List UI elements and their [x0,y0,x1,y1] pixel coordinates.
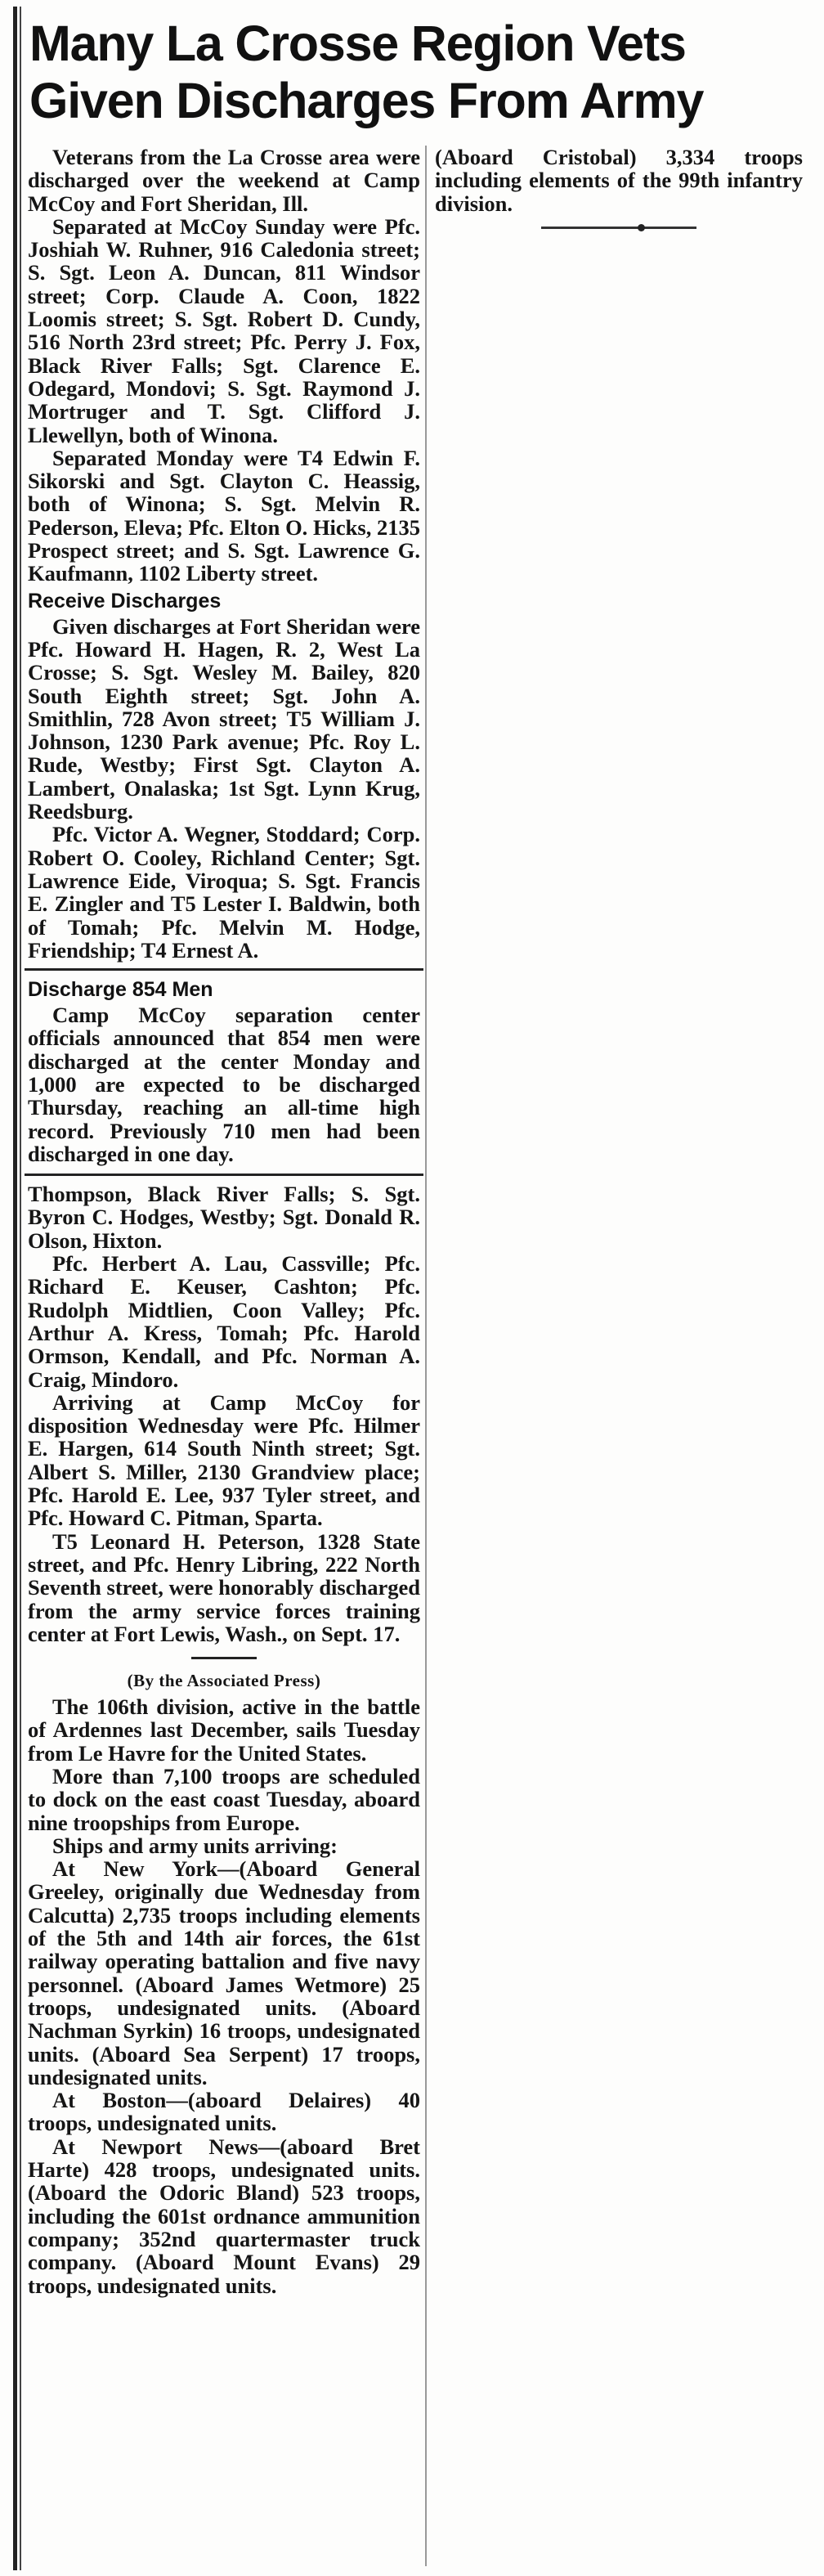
headline-line-2: Given Discharges From Army [29,73,704,128]
paragraph: Separated at McCoy Sunday were Pfc. Joshiah W. Ruhner, 916 Caledonia street; S. Sgt. Leon A. Duncan, 811 Windsor street; Corp. Claude A. Coon, 1822 Loomis street; S. Sgt. Robert D. Cundy, 516 North 23rd street; Pfc. Perry J. Fox, Black River Falls; Sgt. Clarence E. Odegard, Mondovi; S. Sgt. Raymond J. Mortruger and T. Sgt. Clifford J. Llewellyn, both of Winona. [28,213,420,447]
section-divider [191,1657,257,1659]
paragraph: More than 7,100 troops are scheduled to dock on the east coast Tuesday, aboard nine troopships from Europe. [28,1764,420,1835]
paragraph: Pfc. Herbert A. Lau, Cassville; Pfc. Richard E. Keuser, Cashton; Pfc. Rudolph Midtlien, Coon Valley; Pfc. Arthur A. Kress, Tomah; Pfc. Harold Ormson, Kendall, and Pfc. Norman A. Craig, Mindoro. [28,1251,420,1392]
paragraph: Ships and army units arriving: [52,1833,338,1858]
article-column-left [28,146,420,2558]
column-rule [13,7,17,2570]
headline-line-1: Many La Crosse Region Vets [29,16,686,71]
paragraph: At Boston—(aboard Delaires) 40 troops, undesignated units. [28,2088,420,2136]
box-paragraph: Camp McCoy separation center officials announced that 854 men were discharged at the center Monday and 1,000 are expected to be discharged Thursday, reaching an all-time high record. Previously 710 men had been discharged in one day. [28,1003,420,1166]
wire-credit: (By the Associated Press) [127,1671,321,1691]
paragraph: Arriving at Camp McCoy for disposition Wednesday were Pfc. Hilmer E. Hargen, 614 South Ninth street; Sgt. Albert S. Miller, 2130 Grandview place; Pfc. Harold E. Lee, 937 Tyler street, and Pfc. Howard C. Pitman, Sparta. [28,1389,420,1531]
paragraph: At New York—(Aboard General Greeley, originally due Wednesday from Calcutta) 2,735 troops including elements of the 5th and 14th air forces, the 61st railway operating battalion and five navy personnel. (Aboard James Wetmore) 25 troops, undesignated units. (Aboard Nachman Syrkin) 16 troops, undesignated units. (Aboard Sea Serpent) 17 troops, undesignated units. [28,1856,420,2089]
paragraph: Separated Monday were T4 Edwin F. Sikorski and Sgt. Clayton C. Heassig, both of Winona; S. Sgt. Melvin R. Pederson, Eleva; Pfc. Elton O. Hicks, 2135 Prospect street; and S. Sgt. Lawrence G. Kaufmann, 1102 Liberty street. [28,445,420,586]
column-rule-thin [20,7,21,2570]
subhead-receive-discharges: Receive Discharges [28,589,222,613]
headline [29,15,814,129]
paragraph: At Newport News—(aboard Bret Harte) 428 troops, undesignated units. (Aboard the Odoric Bland) 523 troops, including the 601st ordnance ammunition company; 352nd quartermaster truck company. (Aboard Mount Evans) 29 troops, undesignated units. [28,2134,420,2298]
paragraph: Pfc. Victor A. Wegner, Stoddard; Corp. Robert O. Cooley, Richland Center; Sgt. Lawrence Eide, Viroqua; S. Sgt. Francis E. Zingler and T5 Lester I. Baldwin, both of Tomah; Pfc. Melvin M. Hodge, Friendship; T4 Ernest A. [28,822,420,963]
end-of-story-rule [541,227,696,229]
paragraph: The 106th division, active in the battle of Ardennes last December, sails Tuesday from Le Havre for the United States. [28,1694,420,1766]
subhead-discharge-854-men: Discharge 854 Men [28,978,213,1002]
paragraph-lede: Veterans from the La Crosse area were discharged over the weekend at Camp McCoy and Fort Sheridan, Ill. [28,145,420,216]
paragraph-continued: Thompson, Black River Falls; S. Sgt. Byron C. Hodges, Westby; Sgt. Donald R. Olson, Hixton. [28,1182,420,1253]
paragraph: Given discharges at Fort Sheridan were Pfc. Howard H. Hagen, R. 2, West La Crosse; S. Sgt. Wesley M. Bailey, 820 South Eighth street; Sgt. John A. Smithlin, 728 Avon street; T5 William J. Johnson, 1230 Park avenue; Pfc. Roy L. Rude, Westby; First Sgt. Clayton A. Lambert, Onalaska; 1st Sgt. Lynn Krug, Reedsburg. [28,613,420,824]
article-column-right [435,146,803,244]
paragraph-continued: (Aboard Cristobal) 3,334 troops including elements of the 99th infantry division. [435,145,803,216]
boxed-sidebar [25,968,423,1176]
paragraph: T5 Leonard H. Peterson, 1328 State street, and Pfc. Henry Libring, 222 North Seventh street, were honorably discharged from the army service forces training center at Fort Lewis, Wash., on Sept. 17. [28,1528,420,1646]
column-divider [425,146,427,2566]
